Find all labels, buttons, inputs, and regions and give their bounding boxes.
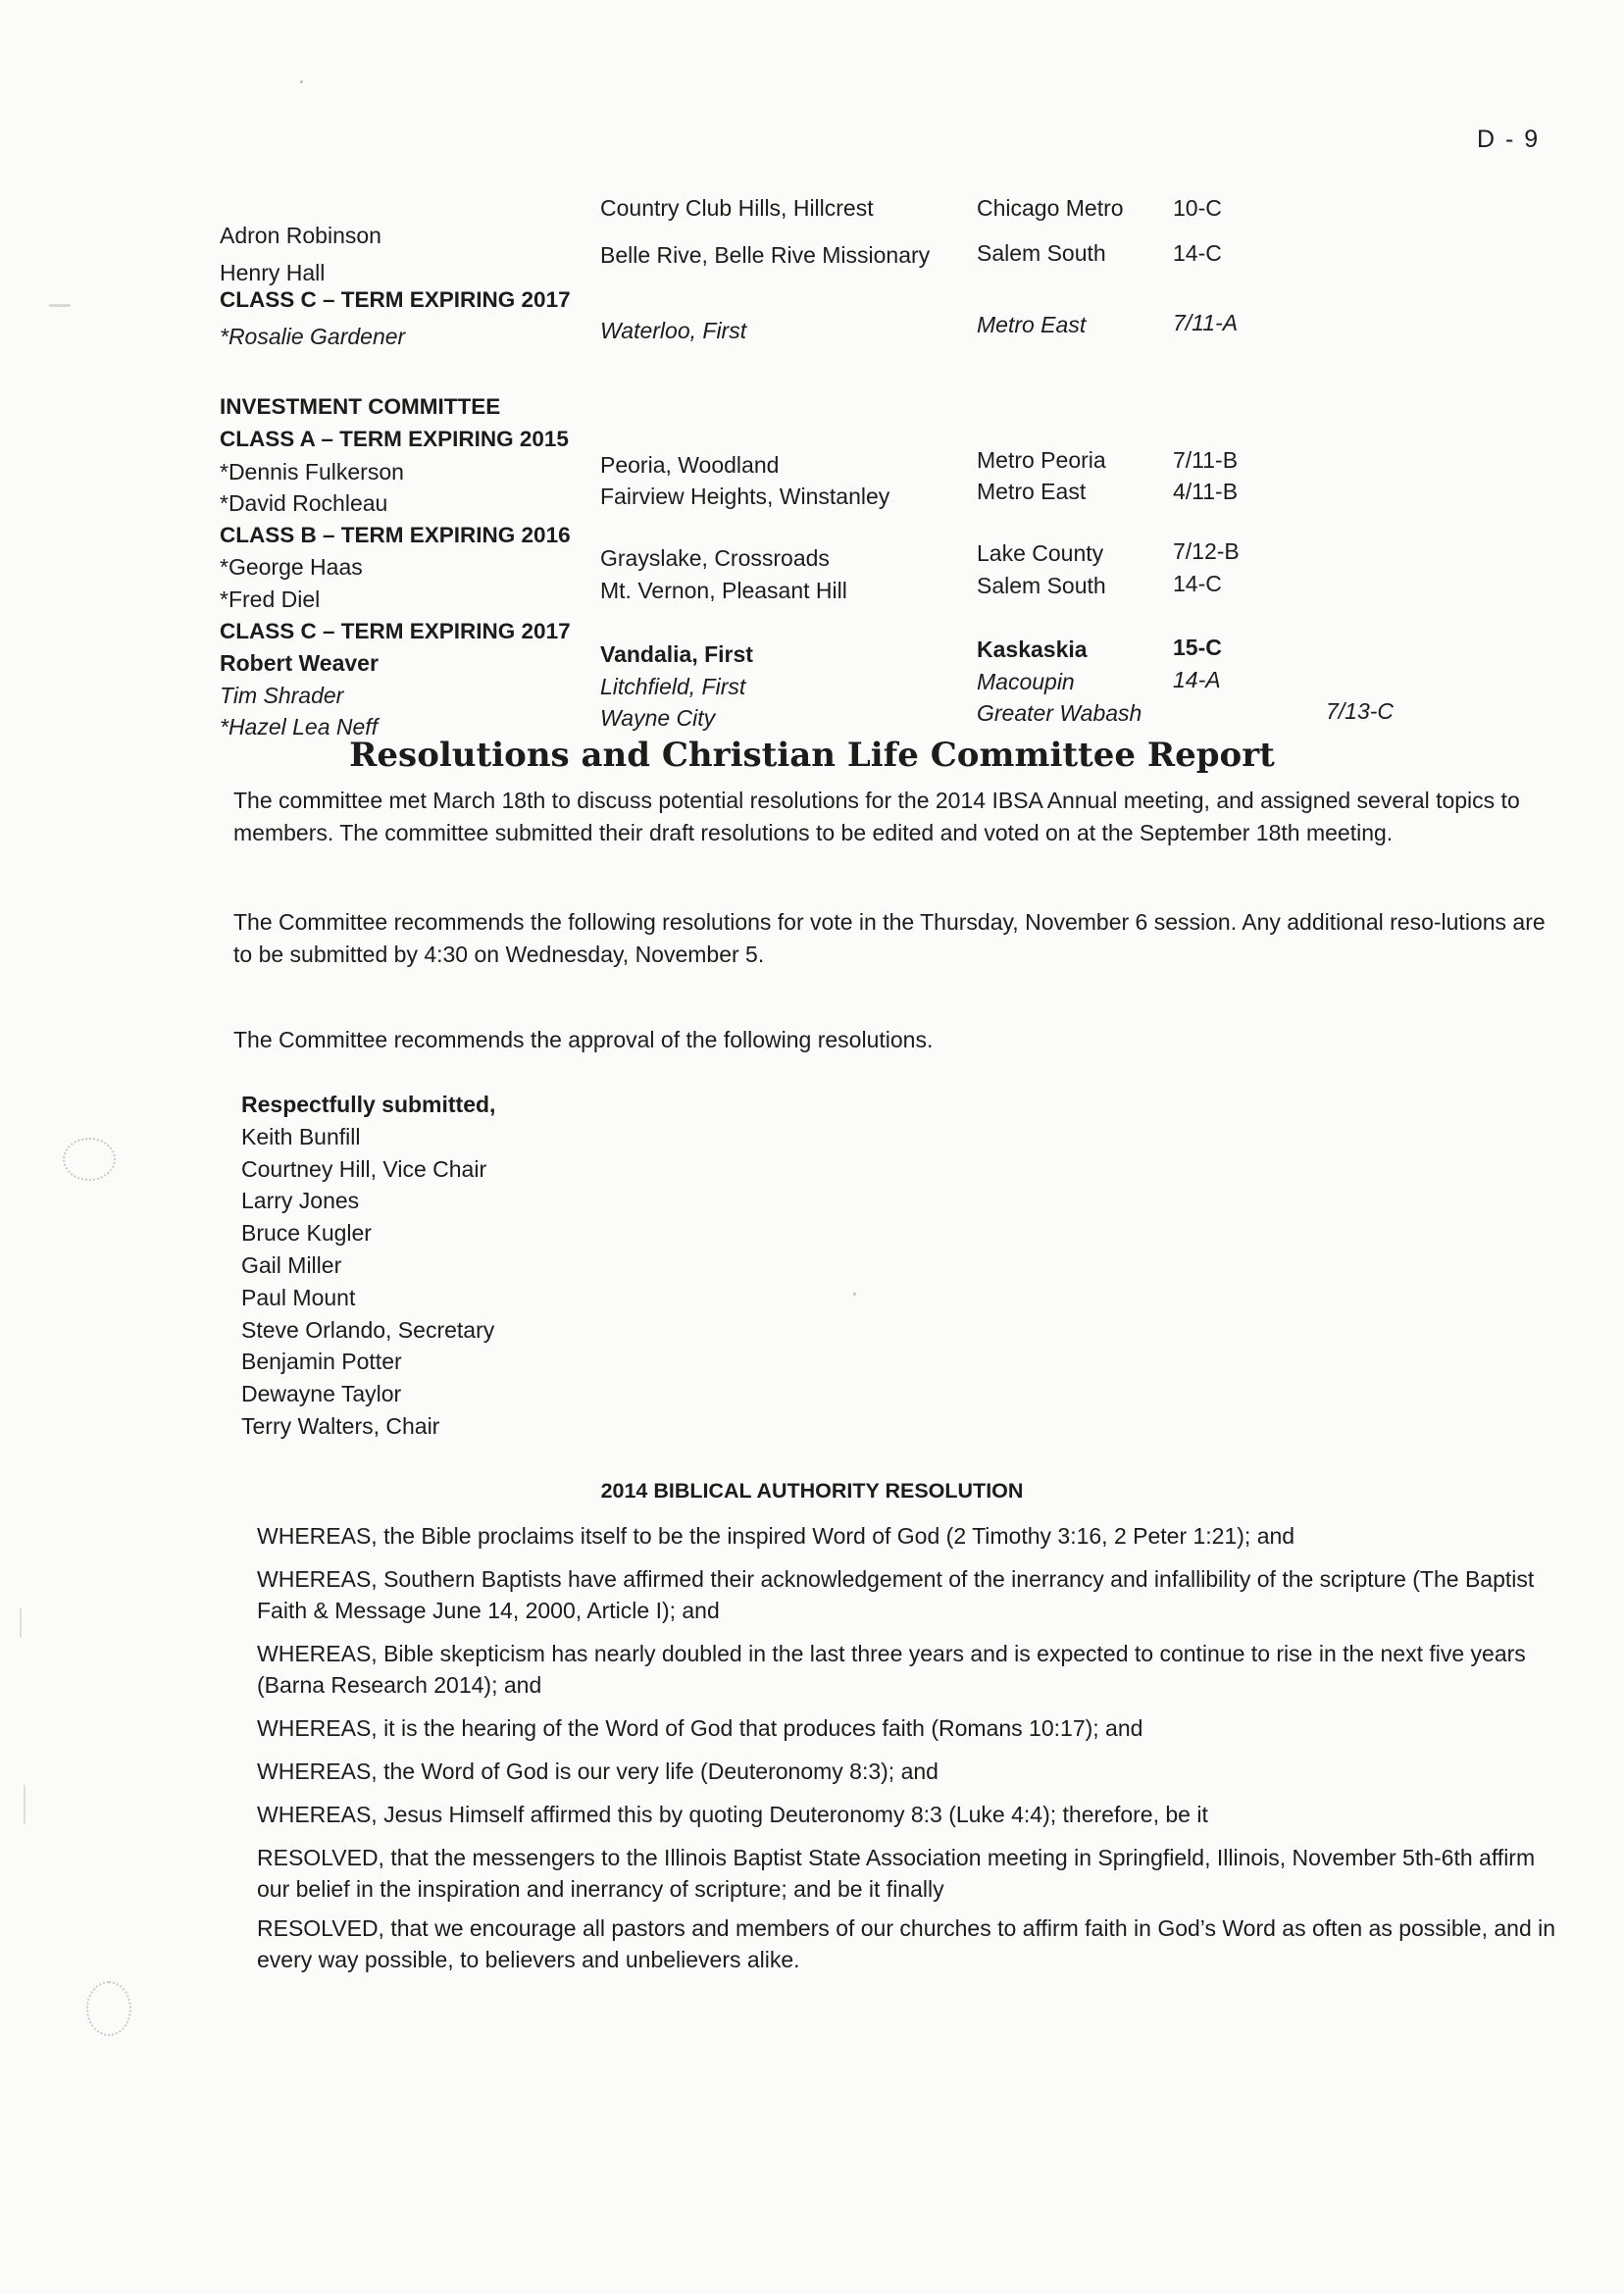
roster-association: Salem South	[977, 239, 1106, 266]
roster-row	[220, 616, 1298, 648]
whereas-clause: WHEREAS, it is the hearing of the Word of God that produces faith (Romans 10:17); and	[257, 1715, 1143, 1741]
roster-church: Belle Rive, Belle Rive Missionary	[600, 241, 931, 268]
roster-code: 7/11-A	[1173, 309, 1239, 335]
roster-code: 14-C	[1173, 239, 1222, 266]
committee-roster	[220, 192, 1395, 743]
roster-church: Vandalia, First	[600, 641, 753, 668]
roster-name: *David Rochleau	[220, 490, 388, 517]
roster-code: 10-C	[1173, 195, 1222, 221]
roster-association: Kaskaskia	[977, 637, 1088, 663]
committee-member: Dewayne Taylor	[241, 1381, 402, 1407]
committee-member: Keith Bunfill	[241, 1123, 361, 1149]
roster-church: Fairview Heights, Winstanley	[600, 484, 890, 510]
roster-class-heading: CLASS B – TERM EXPIRING 2016	[220, 522, 571, 547]
roster-class-heading: CLASS C – TERM EXPIRING 2017	[220, 287, 571, 313]
roster-church: Country Club Hills, Hillcrest	[600, 195, 874, 221]
committee-member: Steve Orlando, Secretary	[241, 1316, 495, 1343]
roster-row	[220, 570, 1298, 616]
roster-code: 14-C	[1173, 570, 1222, 596]
roster-row	[220, 284, 1298, 317]
report-paragraph: The Committee recommends the following resolutions for vote in the Thursday, November 6 session. Any additional reso-lutions are to be submitted by 4:30 on Wednesday, November 5.	[233, 909, 1546, 967]
signoff-label: Respectfully submitted,	[241, 1092, 496, 1117]
committee-member: Bruce Kugler	[241, 1220, 372, 1247]
roster-association: Metro East	[977, 311, 1087, 337]
whereas-clause: WHEREAS, the Word of God is our very life (Deuteronomy 8:3); and	[257, 1759, 939, 1784]
report-paragraph: The Committee recommends the approval of the following resolutions.	[233, 1027, 934, 1052]
roster-church: Mt. Vernon, Pleasant Hill	[600, 577, 847, 603]
punch-hole-mark	[86, 1981, 131, 2036]
scan-speck	[853, 1293, 856, 1296]
resolution-title: 2014 BIBLICAL AUTHORITY RESOLUTION	[600, 1479, 1024, 1503]
whereas-clause: WHEREAS, Southern Baptists have affirmed their acknowledgement of the inerrancy and infallibility of the scripture (The Baptist Faith & Message June 14, 2000, Article I); and	[257, 1566, 1535, 1623]
report-title: Resolutions and Christian Life Committee Report	[349, 736, 1275, 775]
roster-code: 14-A	[1173, 666, 1221, 692]
roster-church: Waterloo, First	[600, 317, 747, 343]
roster-name: *Fred Diel	[220, 586, 321, 612]
resolution-body	[257, 1520, 1571, 1983]
roster-code: 15-C	[1173, 635, 1222, 661]
roster-church: Peoria, Woodland	[600, 451, 780, 478]
roster-name: *Rosalie Gardener	[220, 323, 406, 349]
roster-code: 7/11-B	[1173, 446, 1239, 473]
committee-member: Larry Jones	[241, 1188, 360, 1214]
roster-code: 7/12-B	[1173, 538, 1240, 565]
roster-association: Metro Peoria	[977, 446, 1106, 473]
roster-name: Henry Hall	[220, 259, 326, 285]
roster-code: 7/13-C	[1326, 698, 1395, 725]
roster-name: *George Haas	[220, 554, 363, 581]
roster-church: Wayne City	[600, 705, 716, 732]
roster-row	[220, 239, 1298, 285]
scan-speck	[49, 304, 71, 307]
committee-member: Terry Walters, Chair	[241, 1412, 440, 1439]
report-paragraph: The committee met March 18th to discuss potential resolutions for the 2014 IBSA Annual meeting, and assigned several topics to members. The committee submitted their draft resolutions to be edited and voted on at the September 18th meeting.	[233, 788, 1520, 845]
roster-association: Metro East	[977, 479, 1087, 505]
resolved-clause: RESOLVED, that we encourage all pastors and members of our churches to affirm faith in God’s Word as often as possible, and in every way possible, to believers and unbelievers alike.	[257, 1915, 1556, 1972]
roster-name: Robert Weaver	[220, 650, 379, 677]
roster-row	[220, 479, 1298, 520]
investment-committee-heading: INVESTMENT COMMITTEE	[220, 394, 501, 420]
roster-row	[220, 635, 1298, 680]
scan-speck	[300, 80, 303, 83]
roster-association: Greater Wabash	[977, 700, 1142, 727]
roster-association: Lake County	[977, 540, 1104, 567]
whereas-clause: WHEREAS, the Bible proclaims itself to be the inspired Word of God (2 Timothy 3:16, 2 Peter 1:21); and	[257, 1523, 1295, 1549]
roster-association: Salem South	[977, 572, 1106, 598]
whereas-clause: WHEREAS, Jesus Himself affirmed this by quoting Deuteronomy 8:3 (Luke 4:4); therefore, be it	[257, 1802, 1208, 1827]
roster-name: Adron Robinson	[220, 222, 381, 248]
committee-member: Benjamin Potter	[241, 1349, 402, 1375]
resolved-clause: RESOLVED, that the messengers to the Illinois Baptist State Association meeting in Springfield, Illinois, November 5th-6th affirm our belief in the inspiration and inerrancy of scripture; and be it finally	[257, 1845, 1536, 1902]
roster-row	[220, 391, 1298, 424]
committee-member: Gail Miller	[241, 1251, 342, 1278]
scan-speck	[20, 1608, 22, 1638]
scan-speck	[24, 1785, 25, 1824]
roster-name: Tim Shrader	[220, 682, 344, 708]
committee-member: Courtney Hill, Vice Chair	[241, 1155, 487, 1182]
roster-class-heading: CLASS C – TERM EXPIRING 2017	[220, 618, 571, 643]
committee-member: Paul Mount	[241, 1284, 356, 1310]
whereas-clause: WHEREAS, Bible skepticism has nearly doubled in the last three years and is expected to continue to rise in the next five years (Barna Research 2014); and	[257, 1641, 1526, 1698]
roster-code: 4/11-B	[1173, 479, 1239, 505]
roster-row	[220, 220, 1298, 248]
roster-church: Litchfield, First	[600, 673, 746, 699]
punch-hole-mark	[63, 1138, 116, 1181]
page-number: D - 9	[1477, 126, 1541, 153]
roster-row	[220, 309, 1298, 349]
roster-church: Grayslake, Crossroads	[600, 545, 830, 572]
roster-name: *Dennis Fulkerson	[220, 458, 404, 484]
roster-association: Chicago Metro	[977, 195, 1124, 221]
roster-name: *Hazel Lea Neff	[220, 714, 379, 740]
roster-class-heading: CLASS A – TERM EXPIRING 2015	[220, 426, 569, 451]
committee-signoff	[241, 1089, 495, 1443]
roster-association: Macoupin	[977, 668, 1075, 694]
